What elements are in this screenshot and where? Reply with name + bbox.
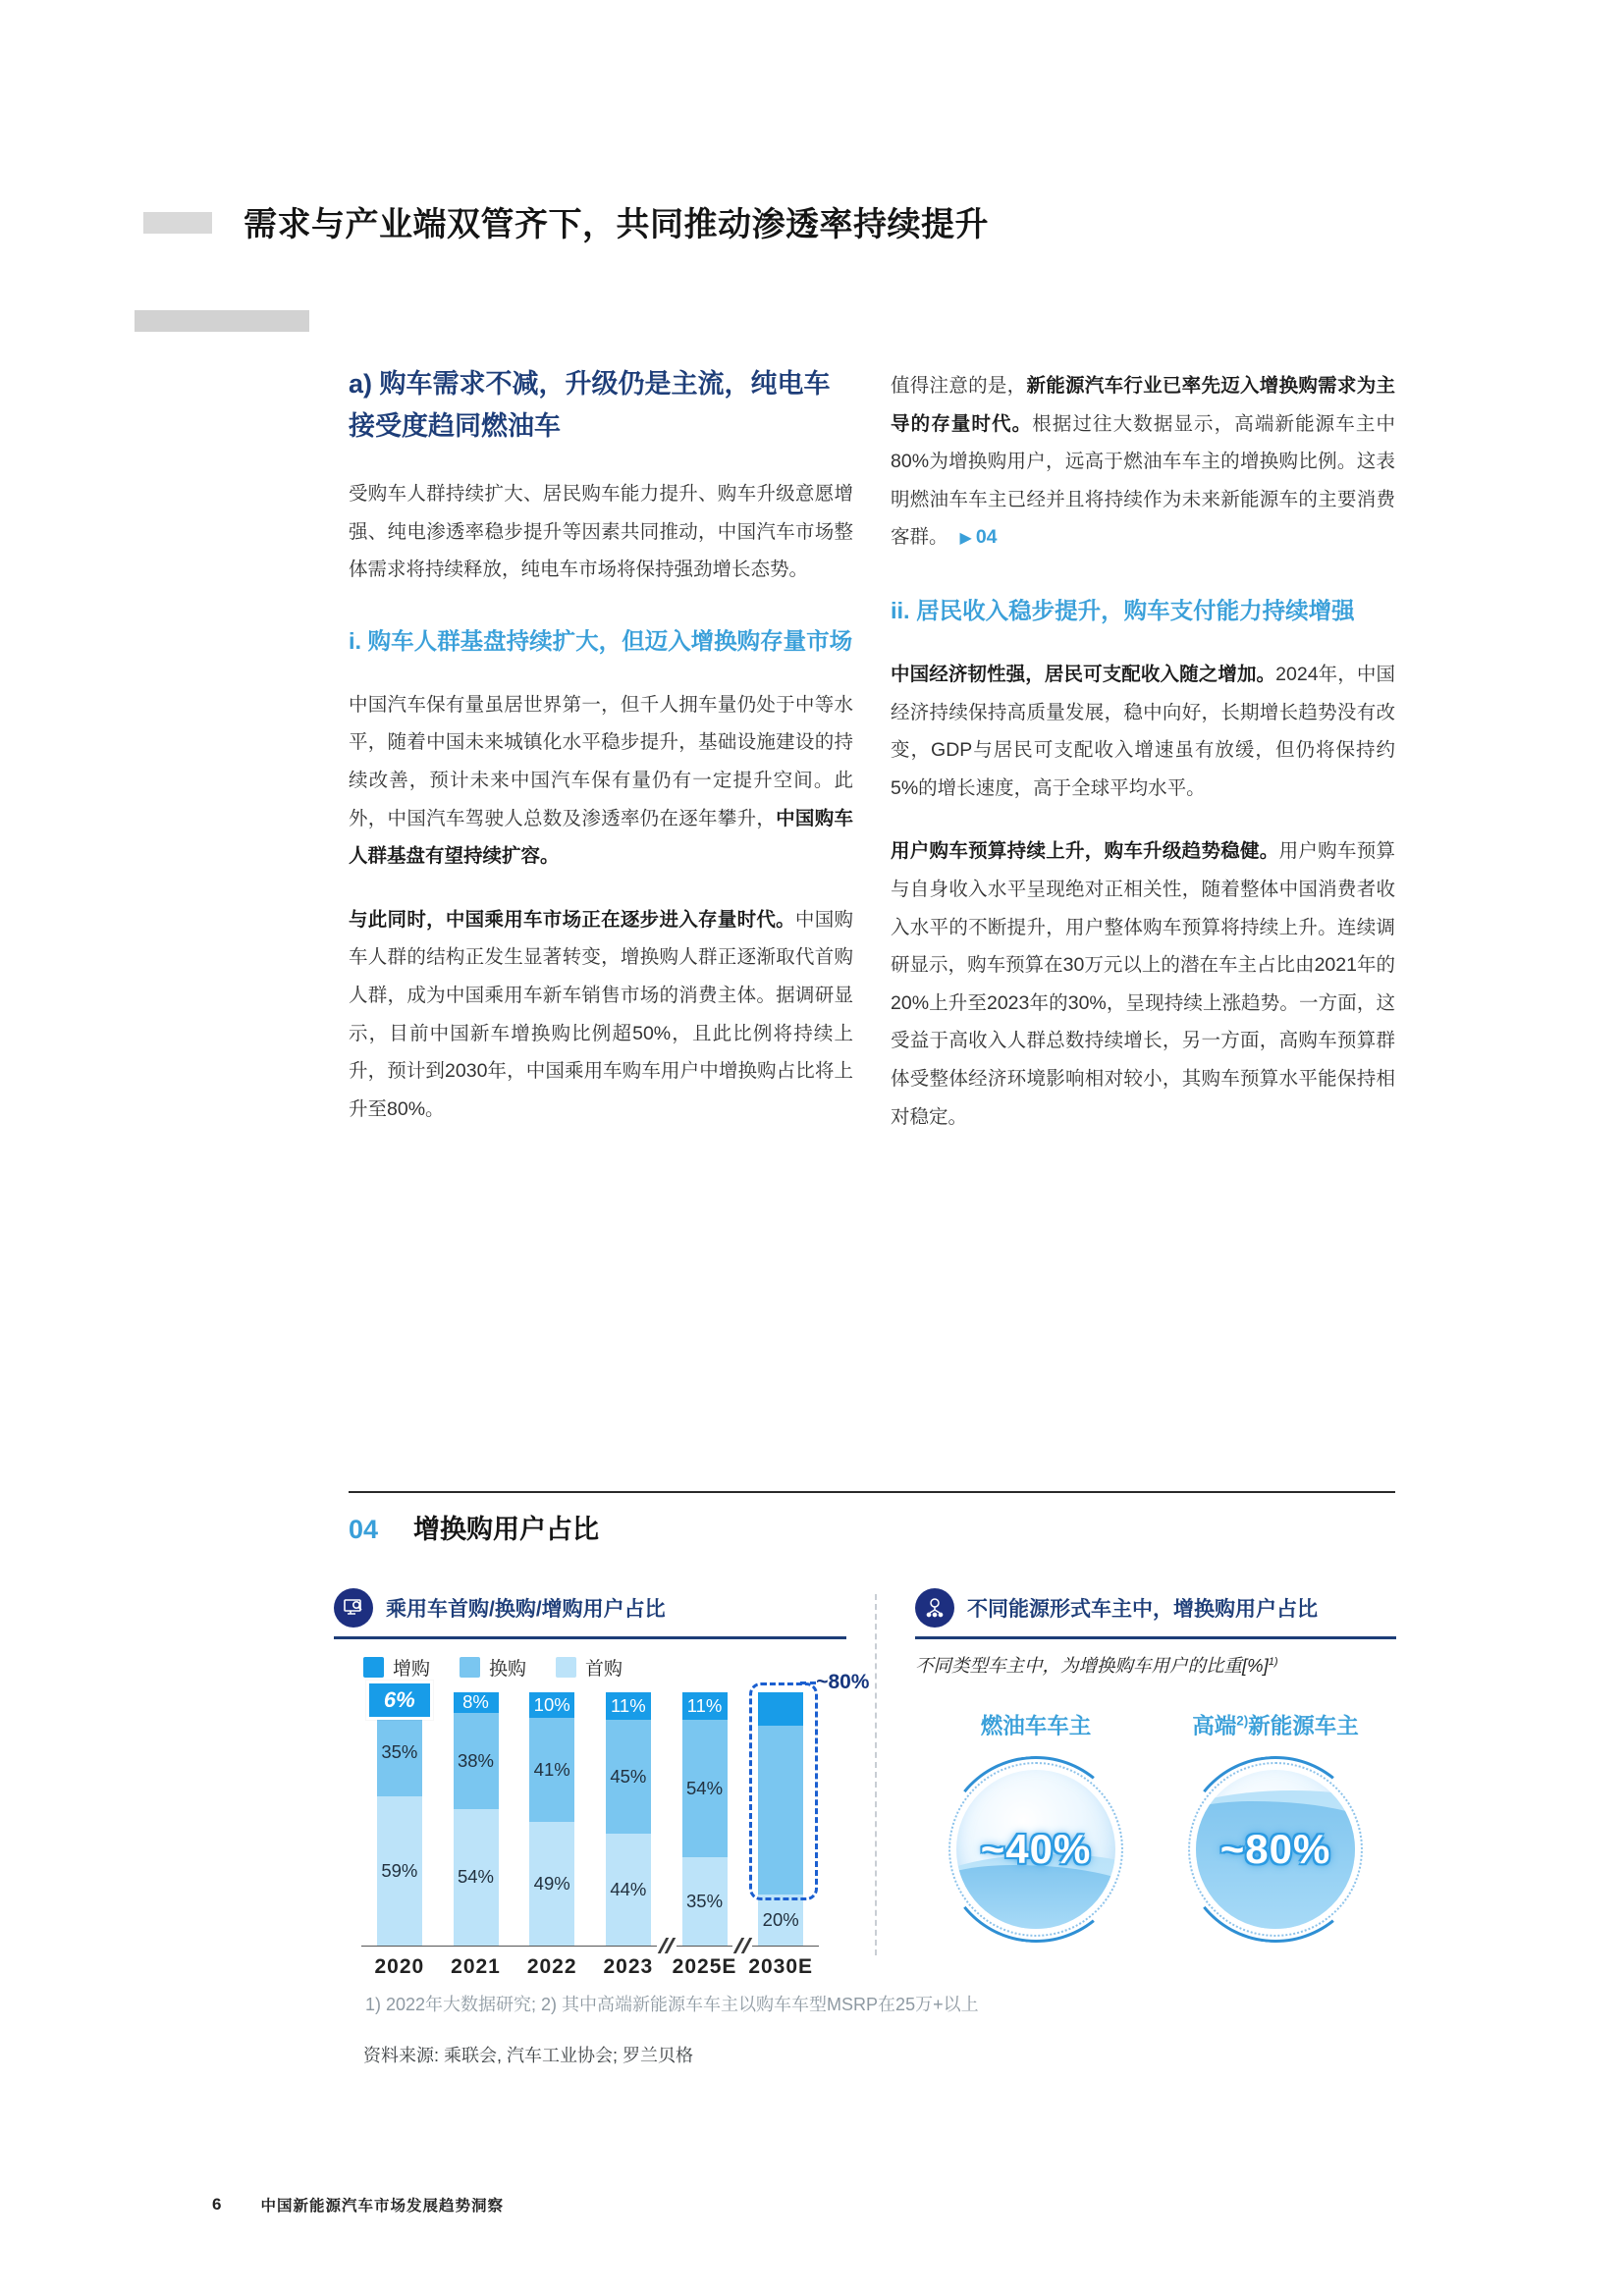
decorative-gray-bar [135, 310, 309, 332]
bar-group-2030E [742, 1671, 870, 1946]
subtitle-footnote-marker: 1) [1268, 1655, 1278, 1668]
bar-segment-增购 [606, 1692, 651, 1720]
x-tick-label: 2025E [672, 1955, 737, 1978]
x-axis-labels [361, 1955, 819, 1979]
gauge-panel [915, 1588, 1396, 1943]
bar-segment-换购 [377, 1707, 422, 1795]
legend-item [556, 1654, 623, 1681]
panel-header [334, 1588, 846, 1639]
bar-segment-换购 [606, 1720, 651, 1834]
legend-swatch [556, 1657, 576, 1678]
bar-segment-label: 45% [610, 1766, 647, 1788]
water-gauges [915, 1709, 1396, 1943]
page-title: 需求与产业端双管齐下，共同推动渗透率持续提升 [244, 205, 989, 243]
bar-segment-label: 44% [610, 1879, 647, 1900]
bar-segment-换购 [529, 1718, 574, 1822]
bar-segment-换购 [682, 1720, 728, 1856]
bar-segment-首购 [682, 1857, 728, 1946]
x-tick-label: 2022 [526, 1955, 577, 1978]
bar-segment-label: 35% [686, 1890, 724, 1911]
gauge-circle [943, 1756, 1129, 1943]
monitor-search-icon [334, 1588, 373, 1628]
subsection-i-heading: i. 购车人群基盘持续扩大，但迈入增换购存量市场 [349, 627, 853, 654]
page-number: 6 [212, 2195, 222, 2214]
bar-segment-换购 [454, 1713, 499, 1809]
bar-segment-label: 49% [533, 1872, 570, 1894]
paragraph: 用户购车预算持续上升，购车升级趋势稳健。用户购车预算与自身收入水平呈现绝对正相关性，随着整体中国消费者收入水平的不断提升，用户整体购车预算将持续上升。连续调研显示，购车预算在30万元以上的潜在车主占比由2021年的20%上升至2023年的30%，呈现持续上涨趋势。一方面，这受益于高收入人群总数持续增长，另一方面，高购车预算群体受整体经济环境影响相对较小，其购车预算水平能保持相对稳定。 [891, 840, 1395, 1128]
gauge-value: ~40% [980, 1826, 1092, 1872]
panel-title: 不同能源形式车主中，增换购用户占比 [967, 1598, 1318, 1621]
bar-segment-首购 [377, 1796, 422, 1946]
bar-group-2020 [361, 1686, 438, 1946]
gauge-circle [1182, 1756, 1369, 1943]
bar-segment-label: 10% [533, 1693, 570, 1715]
legend-label: 首购 [585, 1659, 623, 1680]
stacked-bar [529, 1692, 574, 1946]
gauge-label: 燃油车车主 [980, 1714, 1092, 1738]
chart-legend [363, 1654, 846, 1681]
paragraph: 中国汽车保有量虽居世界第一，但千人拥车量仍处于中等水平，随着中国未来城镇化水平稳步提升，基础设施建设的持续改善，预计未来中国汽车保有量仍有一定提升空间。此外，中国汽车驾驶人总数及渗透率仍在逐年攀升，中国购车人群基盘有望持续扩容。 [349, 693, 853, 868]
stacked-bar-chart [361, 1671, 870, 1987]
bar-segment-增购 [529, 1692, 574, 1718]
stacked-bar [454, 1692, 499, 1946]
paragraph: 值得注意的是，新能源汽车行业已率先迈入增换购需求为主导的存量时代。根据过往大数据显示，高端新能源车主中80%为增换购用户，远高于燃油车车主的增换购比例。这表明燃油车车主已经并且将持续作为未来新能源车的主要消费客群。 ▶ 04 [891, 375, 1395, 549]
body-columns [349, 351, 1395, 1161]
bar-segment-首购 [454, 1809, 499, 1946]
legend-label: 换购 [489, 1659, 527, 1680]
panel-divider-dashed [875, 1594, 877, 1955]
x-tick-label: 2021 [451, 1955, 501, 1978]
x-tick-label: 2023 [603, 1955, 654, 1978]
bar-segment-label: 11% [611, 1695, 646, 1717]
page-footer [212, 2194, 504, 2216]
decorative-gray-bar [143, 212, 212, 234]
figure-header [349, 1508, 599, 1546]
bar-plot [361, 1671, 870, 1947]
figure-divider-line [349, 1491, 1395, 1493]
legend-label: 增购 [393, 1659, 431, 1680]
people-network-icon [915, 1588, 954, 1628]
panel-header [915, 1588, 1396, 1639]
bar-segment-label: 59% [381, 1859, 418, 1881]
figure-number: 04 [349, 1515, 379, 1544]
gauge-label: 高端$^{2)}$新能源车主 [1192, 1713, 1359, 1738]
legend-item [460, 1654, 526, 1681]
gauge-value: ~80% [1219, 1826, 1331, 1872]
legend-item [363, 1654, 430, 1681]
stacked-bar [377, 1686, 422, 1946]
water-gauge [1168, 1709, 1382, 1943]
bar-segment-label: 20% [762, 1909, 799, 1931]
bar-segment-首购 [606, 1834, 651, 1946]
triangle-right-icon: ▶ [959, 530, 972, 548]
source-line: 资料来源: 乘联会, 汽车工业协会; 罗兰贝格 [363, 2046, 694, 2065]
stacked-bar [682, 1692, 728, 1946]
bar-group-2022 [514, 1692, 590, 1946]
bar-segment-label: 8% [462, 1691, 489, 1713]
figure-panels [334, 1588, 1396, 1981]
water-bubble [1196, 1770, 1355, 1929]
legend-swatch [363, 1657, 384, 1678]
bar-segment-label: 54% [457, 1866, 495, 1888]
left-column [349, 351, 853, 1161]
panel-title: 乘用车首购/换购/增购用户占比 [386, 1598, 666, 1621]
panel-subtitle [915, 1652, 1396, 1678]
bar-group-2021 [438, 1692, 514, 1946]
bar-segment-首购 [529, 1822, 574, 1946]
bar-group-2025E [667, 1692, 743, 1946]
paragraph: 与此同时，中国乘用车市场正在逐步进入存量时代。中国购车人群的结构正发生显著转变，增换购人群正逐渐取代首购人群，成为中国乘用车新车销售市场的消费主体。据调研显示，目前中国新车增换购比例超50%，且此比例将持续上升，预计到2030年，中国乘用车购车用户中增换购占比将上升至80%。 [349, 908, 853, 1120]
stacked-bar-panel [334, 1588, 870, 1987]
legend-swatch [460, 1657, 480, 1678]
target-highlight-dashed-box [749, 1682, 818, 1900]
paragraph: 受购车人群持续扩大、居民购车能力提升、购车升级意愿增强、纯电渗透率稳步提升等因素共同推动，中国汽车市场整体需求将持续释放，纯电车市场将保持强劲增长态势。 [349, 483, 853, 581]
figure-footnote: 1) 2022年大数据研究; 2) 其中高端新能源车车主以购车车型MSRP在25万+以上 [365, 1995, 979, 2014]
bar-segment-增购 [682, 1692, 728, 1720]
subsection-ii-heading: ii. 居民收入稳步提升，购车支付能力持续增强 [891, 597, 1355, 623]
axis-break-mark [732, 1938, 752, 1953]
bar-segment-label: 35% [381, 1740, 418, 1762]
water-gauge [929, 1709, 1143, 1943]
stacked-bar [606, 1692, 651, 1946]
target-annotation: ~80% [816, 1671, 870, 1693]
bar-segment-首购 [758, 1895, 803, 1946]
axis-break-mark [657, 1938, 677, 1953]
x-tick-label: 2020 [374, 1955, 425, 1978]
right-column [891, 351, 1395, 1161]
x-tick-label: 2030E [748, 1955, 814, 1978]
paragraph: 中国经济韧性强，居民可支配收入随之增加。2024年，中国经济持续保持高质量发展，稳中向好，长期增长趋势没有改变，GDP与居民可支配收入增速虽有放缓，但仍将保持约5%的增长速度，高于全球平均水平。 [891, 663, 1395, 799]
section-a-heading: a) 购车需求不减，升级仍是主流，纯电车接受度趋同燃油车 [349, 369, 831, 441]
bar-segment-label: 38% [457, 1749, 495, 1771]
bar-segment-label: 54% [686, 1778, 724, 1799]
panel-subtitle-text: 不同类型车主中，为增换购车用户的比重[%] [915, 1655, 1269, 1676]
figure-reference: ▶ 04 [959, 526, 998, 549]
bar-segment-label: 41% [533, 1758, 570, 1780]
figure-title: 增换购用户占比 [413, 1515, 600, 1544]
water-bubble [956, 1770, 1115, 1929]
bar-segment-增购 [454, 1692, 499, 1713]
bar-segment-增购 [377, 1686, 422, 1712]
bar-segment-label: 6% [366, 1681, 433, 1720]
bar-group-2023 [590, 1692, 667, 1946]
bar-segment-label: 11% [686, 1695, 723, 1717]
footer-doc-title: 中国新能源汽车市场发展趋势洞察 [260, 2198, 504, 2215]
